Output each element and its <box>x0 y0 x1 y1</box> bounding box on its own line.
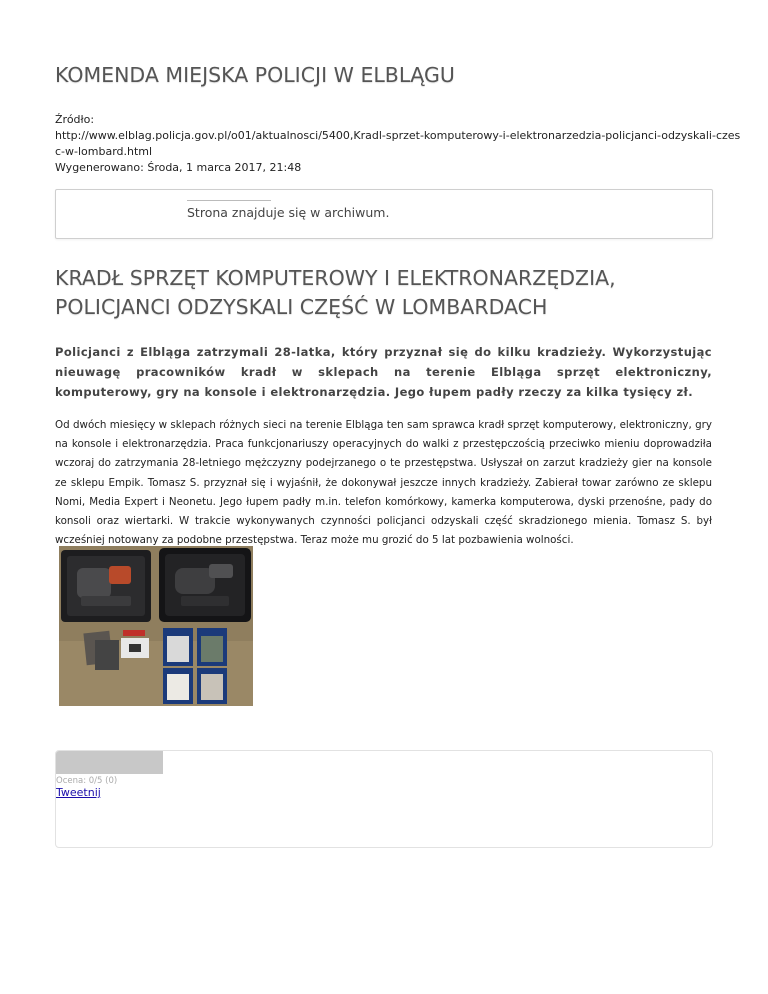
article-photo[interactable] <box>59 546 253 706</box>
tweet-link[interactable]: Tweetnij <box>56 786 101 799</box>
rating-box <box>55 750 713 848</box>
rating-stars-bar[interactable] <box>56 751 163 774</box>
source-url-line-2: c-w-lombard.html <box>55 145 153 158</box>
article-body: Od dwóch miesięcy w sklepach różnych sieci na terenie Elbląga ten sam sprawca kradł sprzęt komputerowy, elektroniczny, gry na konsole i elektronarzędzia. Praca funkcjonariuszy operacyjnych do walki z przestępczością przeciwko mieniu doprowadziła wczoraj do zatrzymania 28-letniego mężczyzny podejrzanego o te przestępstwa. Usłyszał on zarzut kradzieży gier na konsole ze sklepu Empik. Tomasz S. przyznał się i wyjaśnił, że dokonywał jeszcze innych kradzieży. Zabierał towar zarówno ze sklepu Nomi, Media Expert i Neonetu. Jego łupem padły m.in. telefon komórkowy, kamerka komputerowa, dyski przenośne, pady do konsoli oraz wiertarki. W trakcie wykonywanych czynności policjanci odzyskali część skradzionego mienia. Tomasz S. był wcześniej notowany za podobne przestępstwa. Teraz może mu grozić do 5 lat pozbawienia wolności. <box>55 419 712 547</box>
article-lead: Policjanci z Elbląga zatrzymali 28-latka, który przyznał się do kilku kradzieży. Wykorzystując nieuwagę pracowników kradł w sklepach na terenie Elbląga sprzęt elektroniczny, komputerowy, gry na konsole i elektronarzędzia. Jego łupem padły rzeczy za kilka tysięcy zł. <box>55 345 712 399</box>
generated-date: Wygenerowano: Środa, 1 marca 2017, 21:48 <box>55 161 302 174</box>
rating-text: Ocena: 0/5 (0) <box>56 776 118 786</box>
archive-notice: Strona znajduje się w archiwum. <box>187 205 390 220</box>
archive-notice-box <box>55 189 713 239</box>
source-url-line-1: http://www.elblag.policja.gov.pl/o01/aktualnosci/5400,Kradl-sprzet-komputerowy-i-elektronarzedzia-policjanci-odzyskali-czes <box>55 129 741 142</box>
source-info <box>55 112 741 176</box>
recovered-items-image <box>59 546 253 706</box>
source-label: Źródło: <box>55 113 95 126</box>
article-title: KRADŁ SPRZĘT KOMPUTEROWY I ELEKTRONARZĘDZIA, POLICJANCI ODZYSKALI CZĘŚĆ W LOMBARDACH <box>55 266 616 319</box>
site-title: KOMENDA MIEJSKA POLICJI W ELBLĄGU <box>55 63 455 87</box>
archive-divider <box>187 200 271 201</box>
